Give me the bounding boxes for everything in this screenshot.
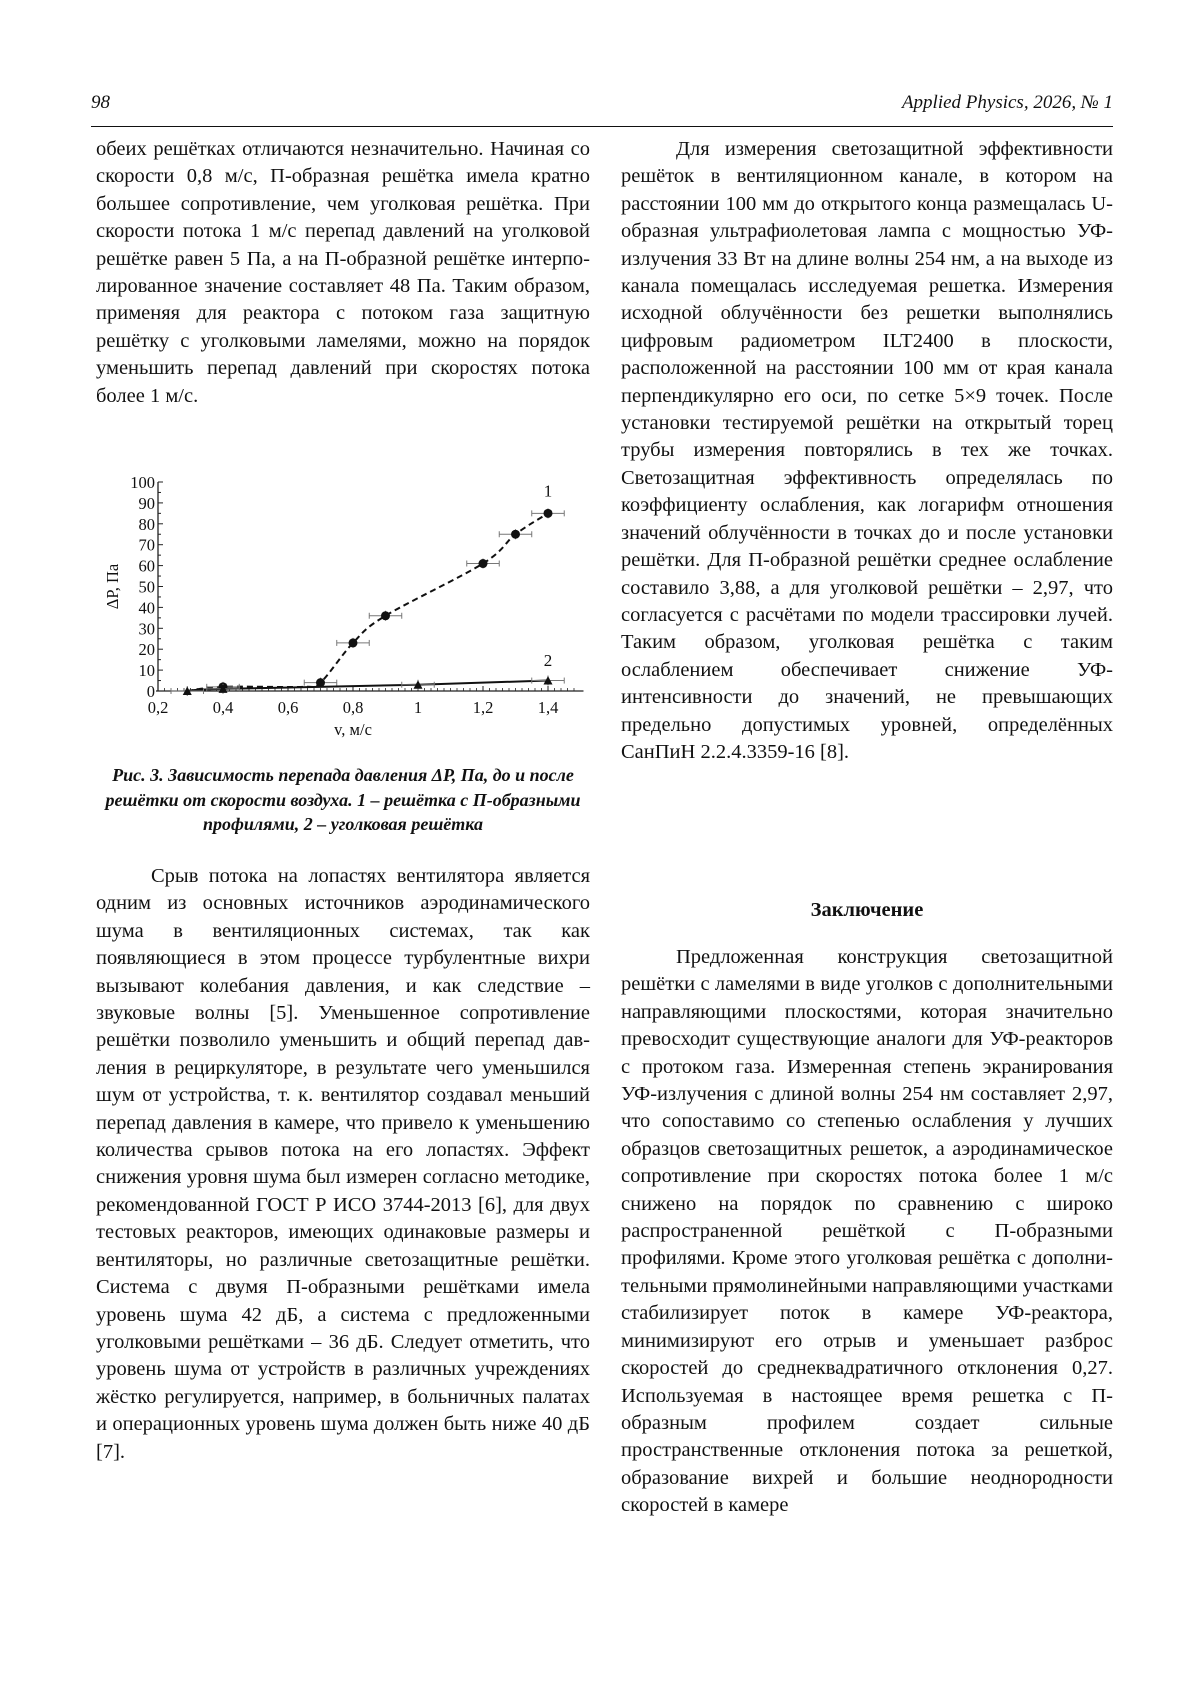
circle-marker — [511, 530, 520, 539]
figure-caption: Рис. 3. Зависимость перепада давления ΔP, Па, до и после решётки от скорости воздуха. 1 – решётка с П-образными профилями, 2 – уголковая решётка — [105, 765, 581, 834]
section-heading-conclusion: Заключение — [810, 899, 924, 921]
y-tick-label: 60 — [138, 556, 155, 576]
paragraph-text: Предложенная конструкция светозащитной решётки с ламелями в виде уголков с дополнительными направляющими плоскостями, которая значительно превосходит существующие аналоги для УФ-реакторов с протоком газа. Измеренная степень экранирования УФ-излучения с длиной волны 254 нм составляет 2,97, что сопоставимо со степенью ослабления у лучших образцов светозащитных решеток, а аэродинамическое сопротивление при скоростях потока более 1 м/с снижено на порядок по сравнению с широко распространенной решёткой с П-образными профилями. Кроме этого уголковая решётка с дополнительными прямолинейными направляющими участками стабилизирует поток в камере УФ-реактора, минимизируют его отрыв и уменьшает разброс скоростей до среднеквадратичного отклонения 0,27. Используемая в настоящее время решетка с П-образным профилем создает сильные пространственные отклонения потока за решеткой, образование вихрей и большие неоднородности скоростей в камере — [621, 946, 1113, 1517]
y-tick-label: 90 — [138, 493, 155, 513]
circle-marker — [349, 638, 358, 647]
y-tick-label: 100 — [130, 473, 155, 492]
right-paragraph-1 — [621, 136, 1113, 766]
x-tick-label: 1,4 — [537, 698, 559, 717]
y-tick-label: 70 — [138, 535, 155, 555]
circle-marker — [544, 509, 553, 518]
y-axis-label: ΔP, Па — [103, 563, 122, 610]
y-tick-label: 40 — [138, 598, 155, 618]
curve-label: 2 — [543, 650, 553, 670]
paragraph-text: обеих решётках отличаются незначительно. Начиная со скорости 0,8 м/с, П-образная решётка имела кратно большее сопротивление, чем уголковая решётка. При скорости потока 1 м/с перепад давлений на уголковой решётке равен 5 Па, а на П-образной решётке интерполированное значение составляет 48 Па. Таким образом, применяя для реактора с потоком газа защитную решётку с уголковыми ламелями, можно на порядок уменьшить перепад давлений при скоростях потока более 1 м/с. — [96, 138, 590, 407]
y-tick-label: 50 — [138, 577, 155, 597]
right-paragraph-2 — [621, 944, 1113, 1520]
series-1-line — [187, 513, 548, 691]
y-tick-label: 80 — [138, 514, 155, 534]
y-tick-label: 20 — [138, 640, 155, 660]
x-tick-label: 1 — [413, 698, 423, 717]
x-tick-label: 0,2 — [147, 698, 169, 717]
x-tick-label: 0,8 — [342, 698, 364, 717]
page-number: 98 — [91, 92, 110, 113]
y-tick-label: 30 — [138, 619, 155, 639]
header-rule — [91, 126, 1113, 127]
curve-label: 1 — [543, 481, 553, 501]
circle-marker — [381, 611, 390, 620]
left-paragraph-1 — [96, 136, 590, 410]
pressure-drop-chart — [96, 470, 590, 750]
journal-title: Applied Physics, 2026, № 1 — [901, 92, 1113, 113]
left-paragraph-2 — [96, 863, 590, 1466]
circle-marker — [479, 559, 488, 568]
x-tick-label: 0,6 — [277, 698, 299, 717]
paragraph-text: Для измерения светозащитной эффективности решёток в вентиляционном канале, в котором на расстоянии 100 мм до открытого конца размещалась U-образная ультрафиолетовая лампа с мощностью УФ-излучения 33 Вт на длине волны 254 нм, а на выходе из канала помещалась исследуемая решетка. Измерения исходной облучённости без решетки выполнялись цифровым радиометром ILT2400 в плоскости, расположенной на расстоянии 100 мм от края канала перпендикулярно его оси, по сетке 5×9 точек. После установки тестируемой решётки на открытый торец трубы измерения повторялись в тех же точках. Светозащитная эффективность определялась по коэффициенту ослабления, как логарифм отношения значений облучённости в точках до и после установки решётки. Для П-образной решётки среднее ослабление составило 3,88, а для уголковой решётки – 2,97, что согласуется с расчётами по модели трассировки лучей. Таким образом, уголковая решётка с таким ослаблением обеспечивает снижение УФ-интенсивности до значений, не превышающих предельно допустимых уровней, определённых СанПиН 2.2.4.3359-16 [8]. — [621, 138, 1113, 763]
x-tick-label: 0,4 — [212, 698, 234, 717]
x-axis-label: v, м/с — [334, 720, 372, 739]
y-tick-label: 10 — [138, 661, 155, 681]
x-tick-label: 1,2 — [472, 698, 494, 717]
paragraph-text: Срыв потока на лопастях вентилятора является одним из основных источников аэродинамического шума в вентиляционных системах, так как появляющиеся в этом процессе турбулентные вихри вызывают колебания давления, и как следствие – звуковые волны [5]. Уменьшенное сопротивление решётки позволило уменьшить и общий перепад давления в рециркуляторе, в результате чего уменьшился шум от устройства, т. к. вентилятор создавал меньший перепад давления в камере, что привело к уменьшению количества срывов потока на его лопастях. Эффект снижения уровня шума был измерен согласно методике, рекомендованной ГОСТ Р ИСО 3744-2013 [6], для двух тестовых реакторов, имеющих одинаковые размеры и вентиляторы, но различные светозащитные решётки. Система с двумя П-образными решётками имела уровень шума 42 дБ, а система с предложенными уголковыми решётками – 36 дБ. Следует отметить, что уровень шума от устройств в различных учреждениях жёстко регулируется, например, в больничных палатах и операционных уровень шума должен быть ниже 40 дБ [7]. — [96, 865, 590, 1463]
y-tick-label: 0 — [146, 682, 155, 701]
figure-3 — [96, 470, 590, 750]
